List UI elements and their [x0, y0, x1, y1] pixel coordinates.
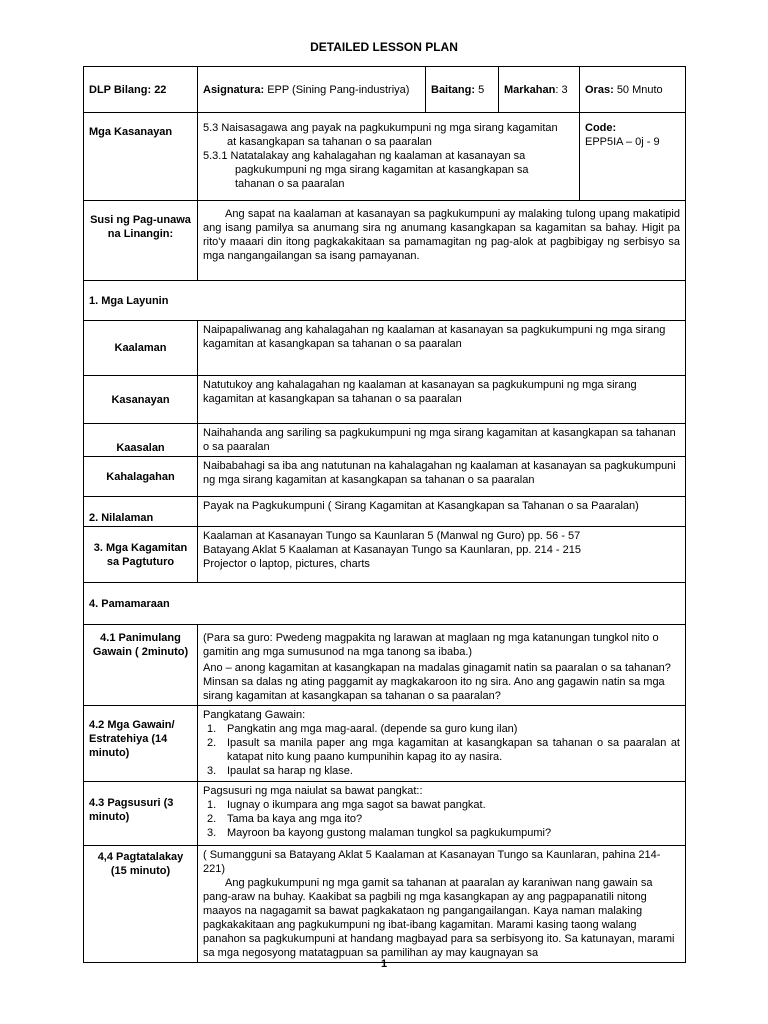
materials-label: 3. Mga Kagamitan sa Pagtuturo: [84, 527, 198, 583]
introductory-activity-row: [84, 625, 686, 706]
competency-line: 5.3.1 Natatalakay ang kahalagahan ng kaalaman at kasanayan sa: [203, 150, 526, 162]
analysis-intro: Pagsusuri ng mga naiulat sa bawat pangkat::: [203, 785, 423, 797]
list-item: 2. Tama ba kaya ang mga ito?: [207, 813, 363, 825]
attitude-text: Naihahanda ang sariling sa pagkukumpuni ng mga sirang kagamitan at kasangkapan sa tahanan o sa paaralan: [198, 424, 686, 457]
code-label: Code:: [585, 122, 617, 134]
teacher-note: (Para sa guro: Pwedeng magpakita ng larawan at maglaan ng mga katanungan tungkol nito o gamitin ang mga sumusunod na mga tanong sa ibaba.): [203, 632, 659, 658]
attitude-label: Kaasalan: [84, 424, 198, 457]
skill-text: Natutukoy ang kahalagahan ng kaalaman at kasanayan sa pagkukumpuni ng mga sirang kagamitan at kasangkapan sa tahanan o sa paaralan: [198, 376, 686, 424]
material-line: Batayang Aklat 5 Kaalaman at Kasanayan Tungo sa Kaunlaran, pp. 214 - 215: [203, 544, 581, 556]
analysis-text: [198, 782, 686, 846]
subject-cell: [198, 67, 426, 113]
page-title: DETAILED LESSON PLAN: [310, 40, 458, 54]
grade-value: 5: [478, 83, 485, 96]
material-line: Projector o laptop, pictures, charts: [203, 558, 370, 570]
list-item: 2. Ipasult sa manila paper ang mga kagamitan at kasangkapan sa tahanan o sa paaralan at katapat nito kung paano kumpunihin kapag ito ay nasira.: [207, 737, 680, 763]
introductory-activity-label: 4.1 Panimulang Gawain ( 2minuto): [84, 625, 198, 706]
subject-value: EPP (Sining Pang-industriya): [267, 83, 410, 96]
values-text: Naibabahagi sa iba ang natutunan na kahalagahan ng kaalaman at kasanayan sa pagkukumpuni ng mga sirang kagamitan at kasangkapan sa tahanan o sa paaralan: [198, 457, 686, 497]
activity-list: [203, 722, 680, 778]
discussion-paragraph: Ang pagkukumpuni ng mga gamit sa tahanan at paaralan ay karaniwan nang gawain sa pang-araw na buhay. Kaakibat sa pagbili ng mga kasangkapan ay ang pagpapanatili nitong maayos na nagagamit sa bawat pagkakataon ng pangangailangan. Kaya naman malaking pagkakakitaan ang pagkukumpuni ng ibat-ibang kagamitan. Marami kasing taong walang panahon sa pagkukumpuni at handang magbayad para sa serbisyong ito. Sa katunayan, marami sa mga negosyong matatagpuan sa pamilihan ay may kaugnayan sa: [203, 877, 675, 959]
values-row: [84, 457, 686, 497]
page-number: 1: [380, 958, 388, 970]
discussion-text: [198, 846, 686, 963]
activity-label: 4.2 Mga Gawain/ Estratehiya (14 minuto): [84, 706, 198, 782]
procedure-row: [84, 583, 686, 625]
activity-row: [84, 706, 686, 782]
introductory-activity-text: [198, 625, 686, 706]
time-value: 50 Mnuto: [616, 83, 663, 96]
values-label: Kahalagahan: [84, 457, 198, 497]
group-activity-intro: Pangkatang Gawain:: [203, 709, 306, 721]
knowledge-row: [84, 321, 686, 376]
materials-row: [84, 527, 686, 583]
list-item: 1. Iugnay o ikumpara ang mga sagot sa bawat pangkat.: [207, 799, 486, 811]
objectives-row: [84, 281, 686, 321]
competency-line: tahanan o sa paaralan: [235, 178, 345, 190]
procedure-heading: 4. Pamamaraan: [84, 583, 686, 625]
code-cell: [580, 113, 686, 201]
analysis-list: [203, 798, 680, 840]
time-cell: [580, 67, 686, 113]
skill-row: [84, 376, 686, 424]
competencies-row: [84, 113, 686, 201]
analysis-row: [84, 782, 686, 846]
grade-label: Baitang:: [431, 83, 475, 96]
header-row: [84, 67, 686, 113]
quarter-value: : 3: [555, 83, 568, 96]
material-line: Kaalaman at Kasanayan Tungo sa Kaunlaran 5 (Manwal ng Guro) pp. 56 - 57: [203, 530, 581, 542]
knowledge-label: Kaalaman: [84, 321, 198, 376]
competencies-text: [198, 113, 580, 201]
key-understanding-label: Susi ng Pag-unawa na Linangin:: [84, 201, 198, 281]
quarter-cell: [499, 67, 580, 113]
grade-cell: [426, 67, 499, 113]
competency-line: at kasangkapan sa tahanan o sa paaralan: [227, 136, 432, 148]
list-item: 1. Pangkatin ang mga mag-aaral. (depende sa guro kung ilan): [207, 723, 518, 735]
discussion-label: 4,4 Pagtatalakay (15 minuto): [84, 846, 198, 963]
materials-text: [198, 527, 686, 583]
content-text: Payak na Pagkukumpuni ( Sirang Kagamitan at Kasangkapan sa Tahanan o sa Paaralan): [198, 497, 686, 527]
list-item: 3. Ipaulat sa harap ng klase.: [207, 765, 353, 777]
reference-note: ( Sumangguni sa Batayang Aklat 5 Kaalaman at Kasanayan Tungo sa Kaunlaran, pahina 214- 221): [203, 849, 661, 875]
motivation-questions: Ano – anong kagamitan at kasangkapan na madalas ginagamit natin sa paaralan o sa tahanan? Minsan sa dalas ng ating paggamit ay magkakaroon ito ng sira. Ano ang gagawin natin sa mga sirang kagamitan at kasangkapan sa tahanan o sa paaralan?: [203, 662, 671, 702]
list-item: 3. Mayroon ba kayong gustong malaman tungkol sa pagkukumpumi?: [207, 827, 552, 839]
key-understanding-row: [84, 201, 686, 281]
skill-label: Kasanayan: [84, 376, 198, 424]
competency-line: pagkukumpuni ng mga sirang kagamitan at kasangkapan sa: [235, 164, 529, 176]
objectives-heading: 1. Mga Layunin: [84, 281, 686, 321]
time-label: Oras:: [585, 83, 614, 96]
lesson-plan-table: [83, 66, 686, 963]
key-understanding-text: Ang sapat na kaalaman at kasanayan sa pagkukumpuni ay malaking tulong upang makatipid ang isang pamilya sa anumang sira ng anumang kasangkapan sa kagamitan sa bahay. Higit pa rito'y maaari din itong pagkakakitaan sa pamamagitan ng pag-alok at pagbibigay ng serbisyo sa mga nangangailangan sa isang pamayanan.: [198, 201, 686, 281]
analysis-label: 4.3 Pagsusuri (3 minuto): [84, 782, 198, 846]
knowledge-text: Naipapaliwanag ang kahalagahan ng kaalaman at kasanayan sa pagkukumpuni ng mga sirang kagamitan at kasangkapan sa tahanan o sa paaralan: [198, 321, 686, 376]
subject-label: Asignatura:: [203, 83, 265, 96]
quarter-label: Markahan: [504, 83, 556, 96]
activity-text: [198, 706, 686, 782]
competency-line: 5.3 Naisasagawa ang payak na pagkukumpuni ng mga sirang kagamitan: [203, 122, 558, 134]
discussion-row: [84, 846, 686, 963]
content-row: [84, 497, 686, 527]
dlp-number: DLP Bilang: 22: [84, 67, 198, 113]
attitude-row: [84, 424, 686, 457]
content-label: 2. Nilalaman: [84, 497, 198, 527]
code-value: EPP5IA – 0j - 9: [585, 136, 660, 148]
competencies-label: Mga Kasanayan: [84, 113, 198, 201]
